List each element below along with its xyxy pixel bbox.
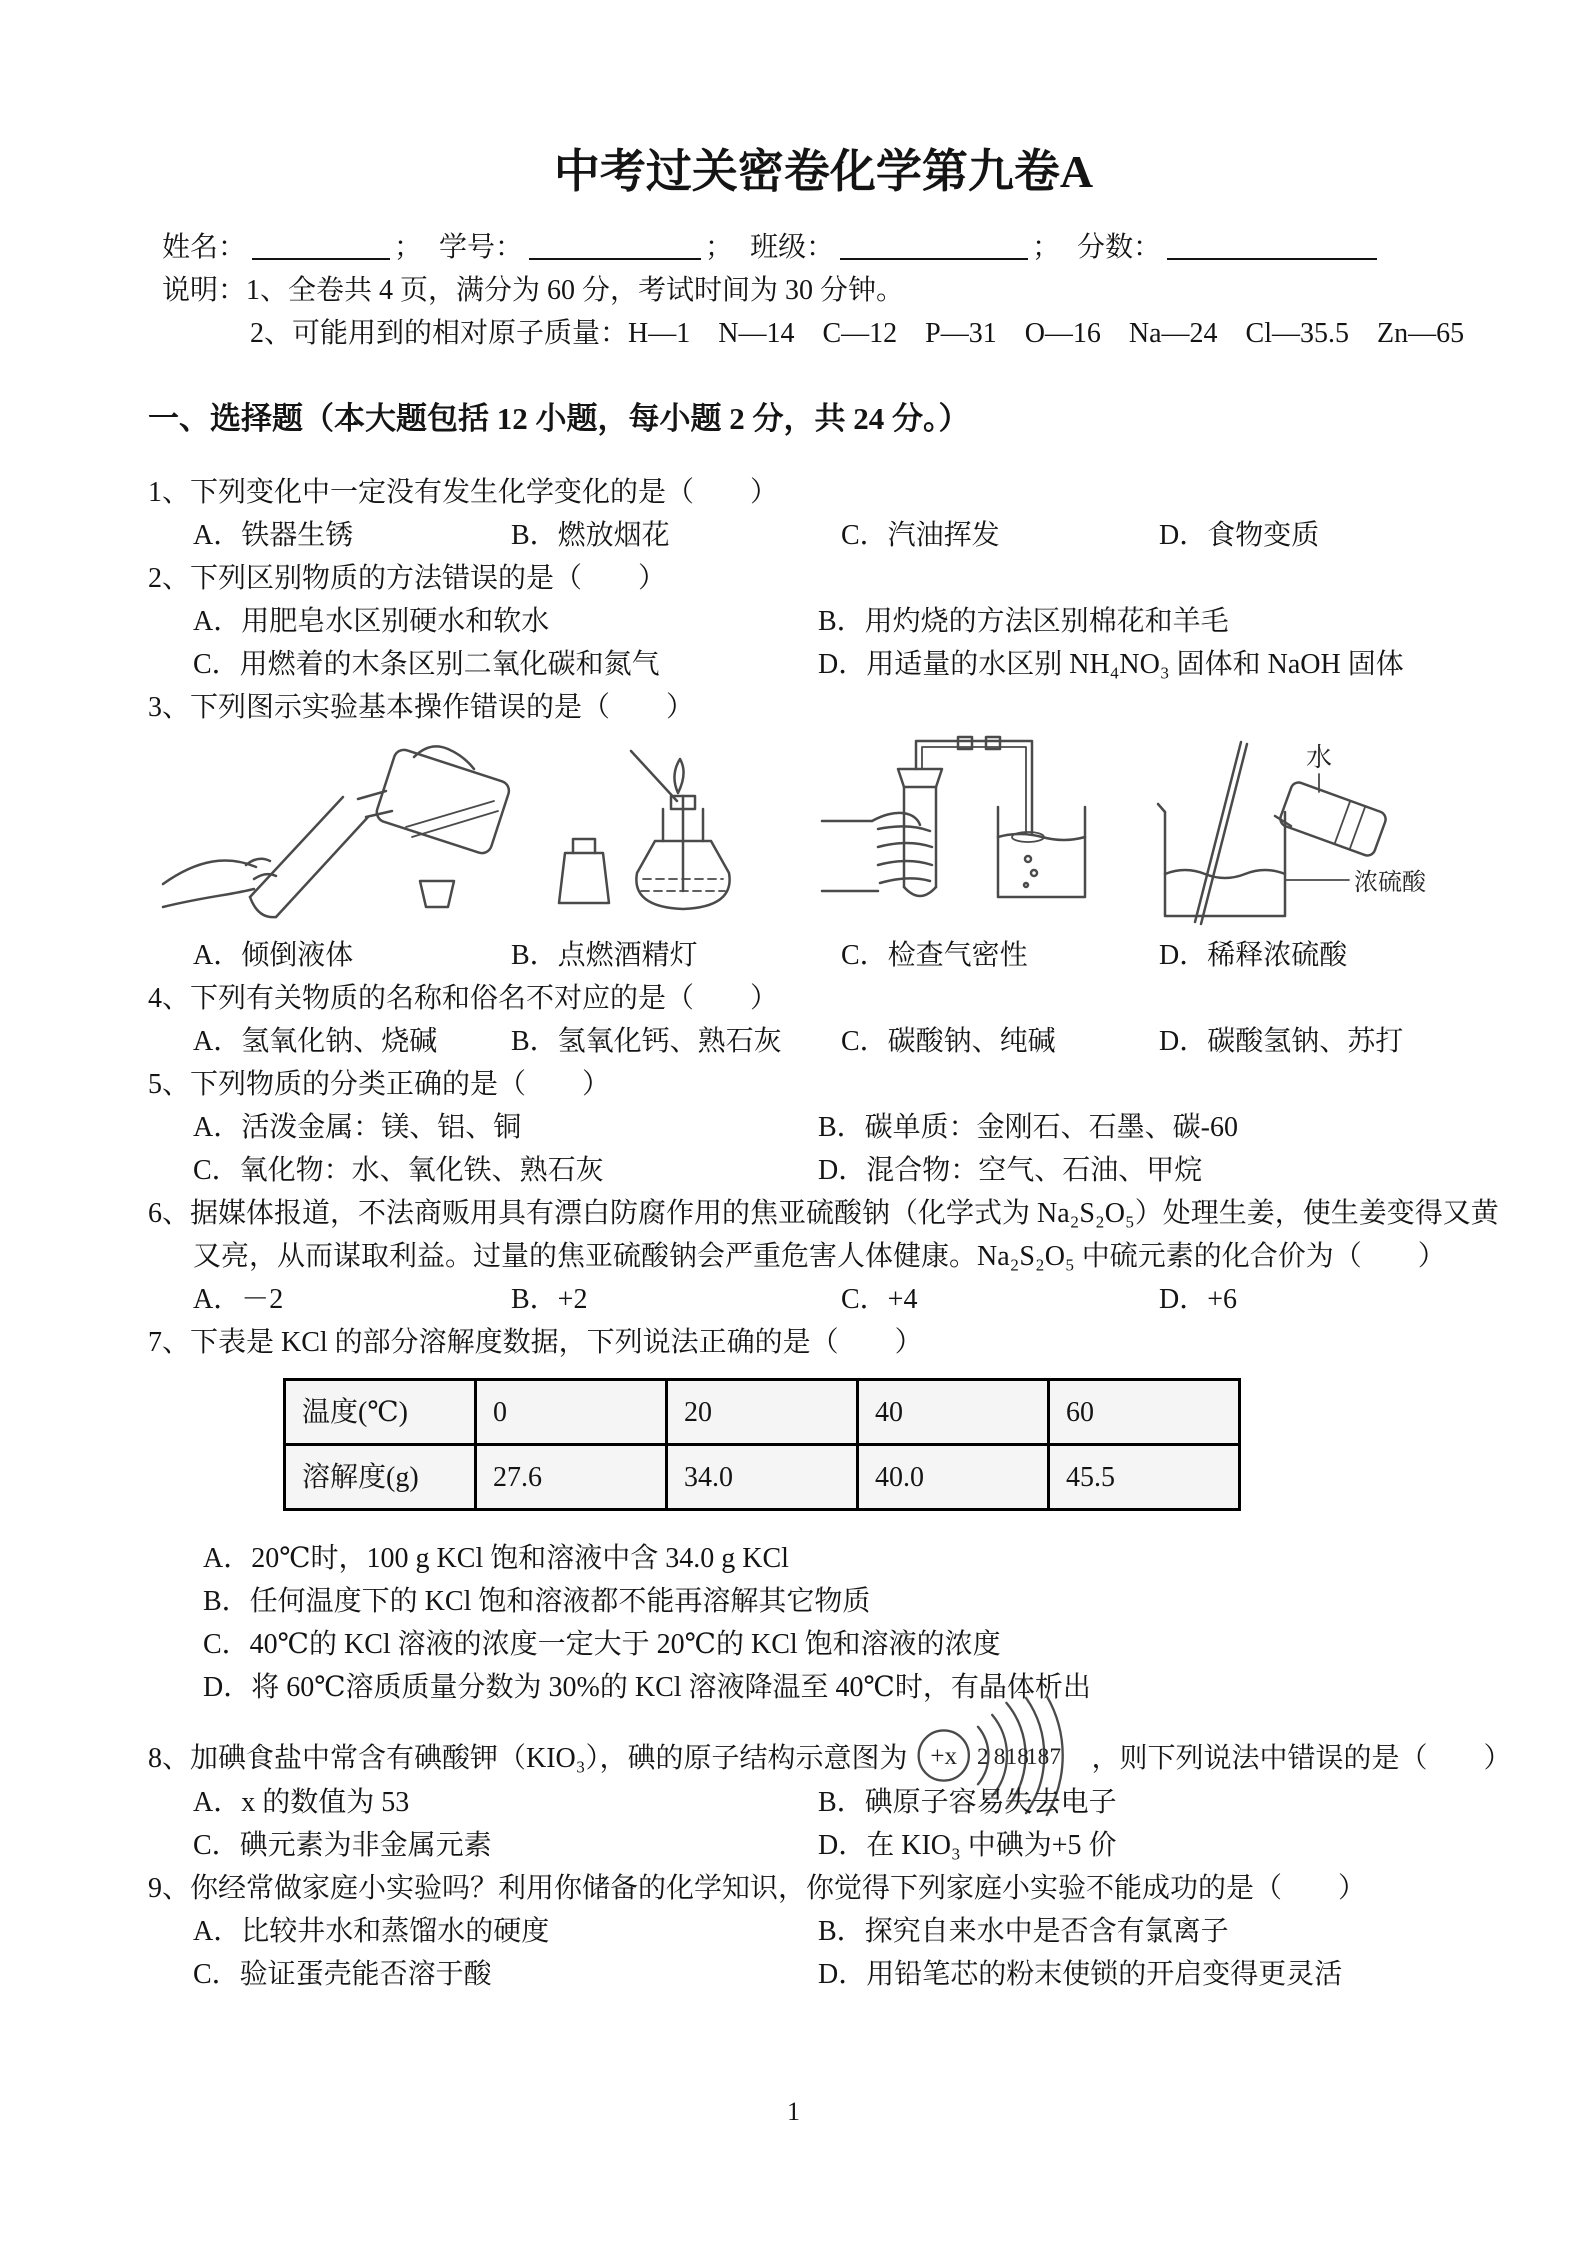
table-header-temperature: 温度(℃) [285,1380,476,1445]
name-blank [252,228,390,260]
question-9-options [148,1910,1499,1996]
instructions-line-2: 2、可能用到的相对原子质量：H—1 N—14 C—12 P—31 O—16 Na—24 Cl—35.5 Zn—65 [250,318,1465,349]
q3-caption-c: C．检查气密性 [841,940,1028,971]
q1-option-c: C．汽油挥发 [841,520,1000,551]
student-id-label: 学号： [439,232,524,263]
atom-nucleus-charge: +x [929,1742,957,1770]
table-cell: 0 [476,1380,667,1445]
separator: ； [1032,232,1061,263]
q4-option-b: B．氢氧化钙、熟石灰 [511,1026,782,1057]
table-cell: 40.0 [858,1445,1049,1510]
table-cell: 27.6 [476,1445,667,1510]
q5-option-c: C．氧化物：水、氧化铁、熟石灰 [193,1155,604,1186]
question-4-options [148,1020,1499,1063]
q5-option-a: A．活泼金属：镁、铝、铜 [193,1112,522,1143]
atom-shell-4: 18 [1025,1743,1049,1770]
q6-option-d: D．+6 [1159,1284,1238,1315]
question-7-stem: 7、下表是 KCl 的部分溶解度数据，下列说法正确的是（ ） [148,1327,923,1358]
q7-option-a: A．20℃时，100 g KCl 饱和溶液中含 34.0 g KCl [203,1543,789,1574]
class-label: 班级： [750,232,835,263]
table-cell: 60 [1049,1380,1240,1445]
atom-shell-1: 2 [976,1743,989,1770]
q7-option-c: C．40℃的 KCl 溶液的浓度一定大于 20℃的 KCl 饱和溶液的浓度 [203,1629,1001,1660]
q3-caption-b: B．点燃酒精灯 [511,940,698,971]
atom-shell-3: 18 [1005,1743,1029,1770]
question-6 [148,1192,1499,1321]
question-8 [148,1737,1512,1867]
q2-option-c: C．用燃着的木条区别二氧化碳和氮气 [193,649,660,680]
q9-option-d: D．用铅笔芯的粉末使锁的开启变得更灵活 [818,1958,1343,1990]
dilute-acid-diagram [1123,734,1453,929]
q8-option-a: A．x 的数值为 53 [193,1786,410,1818]
q4-option-a: A．氢氧化钠、烧碱 [193,1026,438,1057]
page-content [0,140,1587,1996]
question-2-options [148,600,1499,686]
table-cell: 20 [667,1380,858,1445]
q1-option-b: B．燃放烟花 [511,520,670,551]
name-label: 姓名： [162,232,247,263]
q6-option-b: B．+2 [511,1284,588,1315]
q8-option-d: D．在 KIO₃ 中碘为+5 价 [818,1829,1117,1861]
q1-option-a: A．铁器生锈 [193,520,354,551]
pouring-liquid-diagram [158,729,518,924]
question-9 [148,1867,1499,1996]
table-cell: 45.5 [1049,1445,1240,1510]
q6-option-a: A．－2 [193,1284,284,1315]
question-9-stem: 9、你经常做家庭小实验吗？利用你储备的化学知识，你觉得下列家庭小实验不能成功的是（ ） [148,1872,1367,1904]
q5-option-b: B．碳单质：金刚石、石墨、碳-60 [818,1112,1239,1143]
instructions-label: 说明： [162,275,247,306]
question-7-options [148,1537,1499,1709]
question-7 [148,1321,1499,1709]
q2-option-b: B．用灼烧的方法区别棉花和羊毛 [818,606,1229,637]
q7-option-b: B．任何温度下的 KCl 饱和溶液都不能再溶解其它物质 [203,1586,871,1617]
q3-caption-a: A．倾倒液体 [193,940,354,971]
question-8-options [148,1781,1499,1867]
q2-option-a: A．用肥皂水区别硬水和软水 [193,606,550,637]
student-info-row [162,226,1499,269]
q5-option-d: D．混合物：空气、石油、甲烷 [818,1155,1203,1186]
q8-option-b: B．碘原子容易失去电子 [818,1786,1117,1818]
page-number: 1 [787,2097,800,2126]
instructions-line-1 [162,269,1499,312]
question-2-stem: 2、下列区别物质的方法错误的是（ ） [148,563,667,594]
q9-option-c: C．验证蛋壳能否溶于酸 [193,1958,492,1990]
question-1-options [148,514,1499,557]
question-5-options [148,1106,1499,1192]
q9-option-b: B．探究自来水中是否含有氯离子 [818,1915,1229,1947]
water-label: 水 [1305,743,1333,772]
instruction-1: 1、全卷共 4 页，满分为 60 分，考试时间为 30 分钟。 [246,275,905,306]
page-title: 中考过关密卷化学第九卷A [553,146,1094,197]
solubility-table [283,1378,1241,1511]
q1-option-d: D．食物变质 [1159,520,1320,551]
question-5-stem: 5、下列物质的分类正确的是（ ） [148,1069,611,1100]
table-row [285,1445,1240,1510]
q9-option-a: A．比较井水和蒸馏水的硬度 [193,1915,550,1947]
atom-shell-5: 7 [1049,1743,1061,1770]
question-8-stem [148,1737,1512,1781]
q3-caption-d: D．稀释浓硫酸 [1159,940,1348,971]
q8-stem-after: ，则下列说法中错误的是（ ） [1091,1743,1512,1774]
class-blank [840,228,1028,260]
question-3-diagrams [148,729,1499,934]
question-1 [148,471,1499,557]
alcohol-lamp-diagram [543,741,813,931]
table-header-solubility: 溶解度(g) [285,1445,476,1510]
question-6-stem: 6、据媒体报道，不法商贩用具有漂白防腐作用的焦亚硫酸钠（化学式为 Na₂S₂O₅）处理生姜，使生姜变得又黄又亮，从而谋取利益。过量的焦亚硫酸钠会严重危害人体健康。Na₂S₂O₅ 中硫元素的化合价为（ ） [148,1198,1499,1272]
question-3 [148,686,1499,977]
score-label: 分数： [1077,232,1162,263]
question-5 [148,1063,1499,1192]
q7-option-d: D．将 60℃溶质质量分数为 30%的 KCl 溶液降温至 40℃时，有晶体析出 [203,1672,1091,1703]
separator: ； [394,232,423,263]
q8-option-c: C．碘元素为非金属元素 [193,1829,492,1861]
q6-option-c: C．+4 [841,1284,918,1315]
table-cell: 34.0 [667,1445,858,1510]
question-3-captions [148,934,1499,977]
q4-option-d: D．碳酸氢钠、苏打 [1159,1026,1404,1057]
gas-tightness-diagram [820,729,1100,919]
q8-stem-before: 8、加碘食盐中常含有碘酸钾（KIO₃），碘的原子结构示意图为 [148,1743,908,1774]
question-3-stem: 3、下列图示实验基本操作错误的是（ ） [148,692,695,723]
question-2 [148,557,1499,686]
separator: ； [705,232,734,263]
acid-label: 浓硫酸 [1354,870,1426,896]
question-4 [148,977,1499,1063]
table-row [285,1380,1240,1445]
q2-option-d: D．用适量的水区别 NH₄NO₃ 固体和 NaOH 固体 [818,649,1404,680]
section-heading: 一、选择题（本大题包括 12 小题，每小题 2 分，共 24 分。） [148,401,970,436]
q4-option-c: C．碳酸钠、纯碱 [841,1026,1056,1057]
question-6-options [148,1278,1499,1321]
table-cell: 40 [858,1380,1049,1445]
score-blank [1167,228,1377,260]
atom-shell-2: 8 [993,1743,1005,1770]
student-id-blank [529,228,701,260]
question-1-stem: 1、下列变化中一定没有发生化学变化的是（ ） [148,477,779,508]
question-4-stem: 4、下列有关物质的名称和俗名不对应的是（ ） [148,983,779,1014]
